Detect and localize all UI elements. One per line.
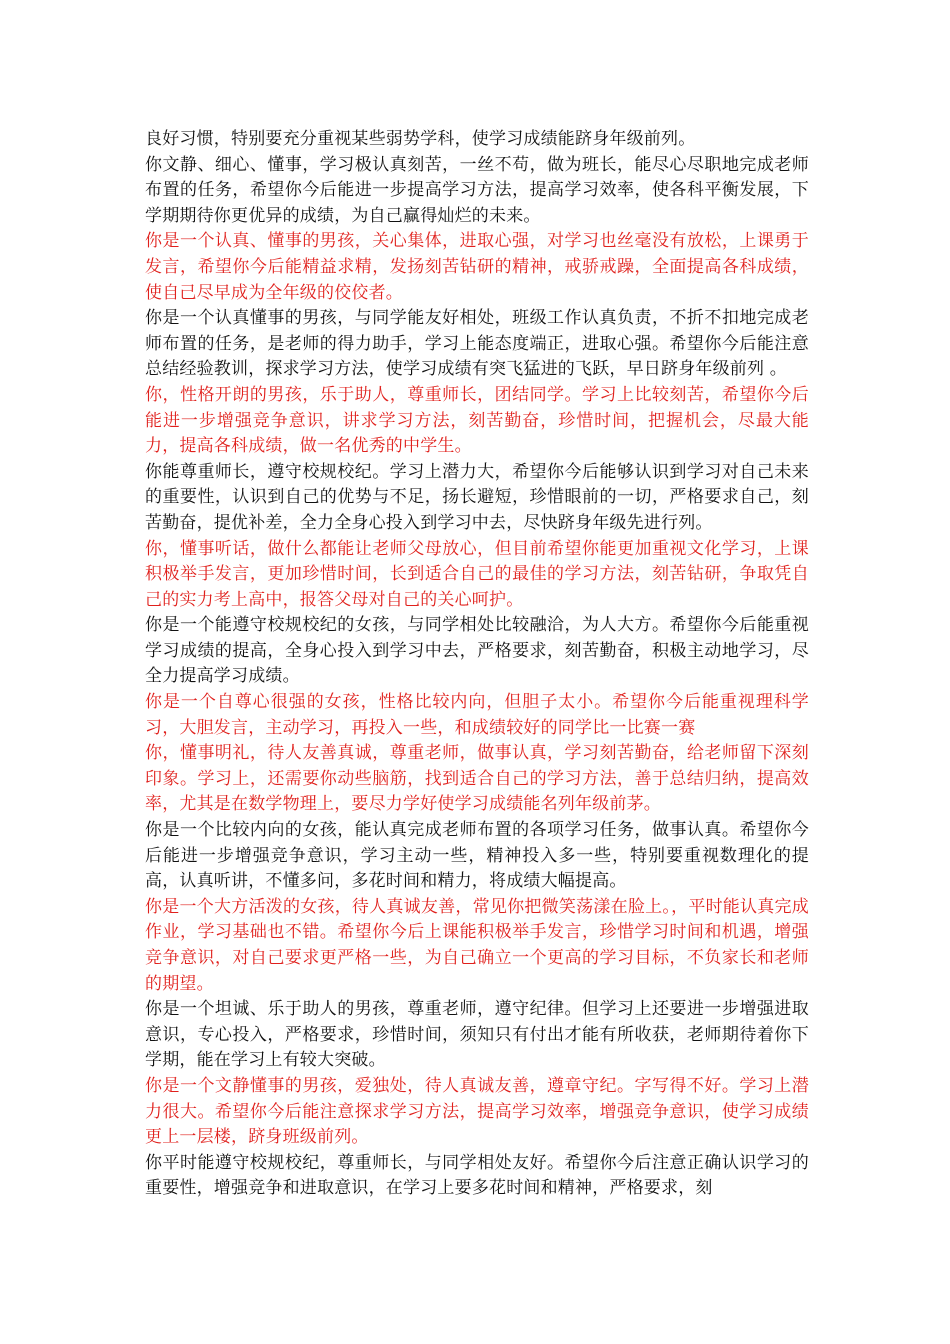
comment-paragraph-highlighted: 你，懂事明礼，待人友善真诚，尊重老师，做事认真，学习刻苦勤奋，给老师留下深刻印象。学习上，还需要你动些脑筋，找到适合自己的学习方法，善于总结归纳，提高效率，尤其是在数学物理上，要尽力学好使学习成绩能名列年级前茅。 [145,743,809,815]
comment-paragraph: 你能尊重师长，遵守校规校纪。学习上潜力大，希望你今后能够认识到学习对自己未来的重要性，认识到自己的优势与不足，扬长避短，珍惜眼前的一切，严格要求自己，刻苦勤奋，提优补差，全力全身心投入到学习中去，尽快跻身年级先进行列。 [145,461,809,533]
comment-paragraph: 你是一个坦诚、乐于助人的男孩，尊重老师，遵守纪律。但学习上还要进一步增强进取意识，专心投入，严格要求，珍惜时间，须知只有付出才能有所收获，老师期待着你下学期，能在学习上有较大突破。 [145,999,809,1071]
comment-paragraph-highlighted: 你是一个自尊心很强的女孩，性格比较内向，但胆子太小。希望你今后能重视理科学习，大胆发言，主动学习，再投入一些，和成绩较好的同学比一比赛一赛 [145,692,809,738]
comment-paragraph-highlighted: 你是一个大方活泼的女孩，待人真诚友善，常见你把微笑荡漾在脸上。，平时能认真完成作业，学习基础也不错。希望你今后上课能积极举手发言，珍惜学习时间和机遇，增强竞争意识，对自己要求更严格一些，为自己确立一个更高的学习目标，不负家长和老师的期望。 [145,896,809,994]
comment-paragraph-highlighted: 你，性格开朗的男孩，乐于助人，尊重师长，团结同学。学习上比较刻苦，希望你今后能进一步增强竞争意识，讲求学习方法，刻苦勤奋，珍惜时间，把握机会，尽最大能力，提高各科成绩，做一名优秀的中学生。 [145,384,809,457]
comment-paragraph: 你是一个认真懂事的男孩，与同学能友好相处，班级工作认真负责，不折不扣地完成老师布置的任务，是老师的得力助手，学习上能态度端正，进取心强。希望你今后能注意总结经验教训，探求学习方法，使学习成绩有突飞猛进的飞跃，早日跻身年级前列 。 [145,308,809,380]
comment-paragraph-highlighted: 你是一个认真、懂事的男孩，关心集体，进取心强，对学习也丝毫没有放松，上课勇于发言，希望你今后能精益求精，发扬刻苦钻研的精神，戒骄戒躁，全面提高各科成绩，使自己尽早成为全年级的佼佼者。 [145,231,809,303]
comment-paragraph: 你文静、细心、懂事，学习极认真刻苦，一丝不苟，做为班长，能尽心尽职地完成老师布置的任务，希望你今后能进一步提高学习方法，提高学习效率，使各科平衡发展，下学期期待你更优异的成绩，为自己赢得灿烂的未来。 [145,154,809,226]
comment-paragraph: 你平时能遵守校规校纪，尊重师长，与同学相处友好。希望你今后注意正确认识学习的重要性，增强竞争和进取意识，在学习上要多花时间和精神，严格要求，刻 [145,1152,809,1199]
document-page [145,127,809,1202]
comment-paragraph-highlighted: 你是一个文静懂事的男孩，爱独处，待人真诚友善，遵章守纪。字写得不好。学习上潜力很大。希望你今后能注意探求学习方法，提高学习效率，增强竞争意识，使学习成绩更上一层楼，跻身班级前列。 [145,1075,809,1148]
comment-paragraph-highlighted: 你，懂事听话，做什么都能让老师父母放心，但目前希望你能更加重视文化学习，上课积极举手发言，更加珍惜时间，长到适合自己的最佳的学习方法，刻苦钻研，争取凭自己的实力考上高中，报答父母对自己的关心呵护。 [145,538,809,610]
comment-paragraph: 良好习惯，特别要充分重视某些弱势学科，使学习成绩能跻身年级前列。 [145,129,696,149]
comment-paragraph: 你是一个比较内向的女孩，能认真完成老师布置的各项学习任务，做事认真。希望你今后能进一步增强竞争意识，学习主动一些，精神投入多一些，特别要重视数理化的提高，认真听讲，不懂多问，多花时间和精力，将成绩大幅提高。 [145,820,809,892]
comment-paragraph: 你是一个能遵守校规校纪的女孩，与同学相处比较融洽，为人大方。希望你今后能重视学习成绩的提高，全身心投入到学习中去，严格要求，刻苦勤奋，积极主动地学习，尽全力提高学习成绩。 [145,615,809,687]
